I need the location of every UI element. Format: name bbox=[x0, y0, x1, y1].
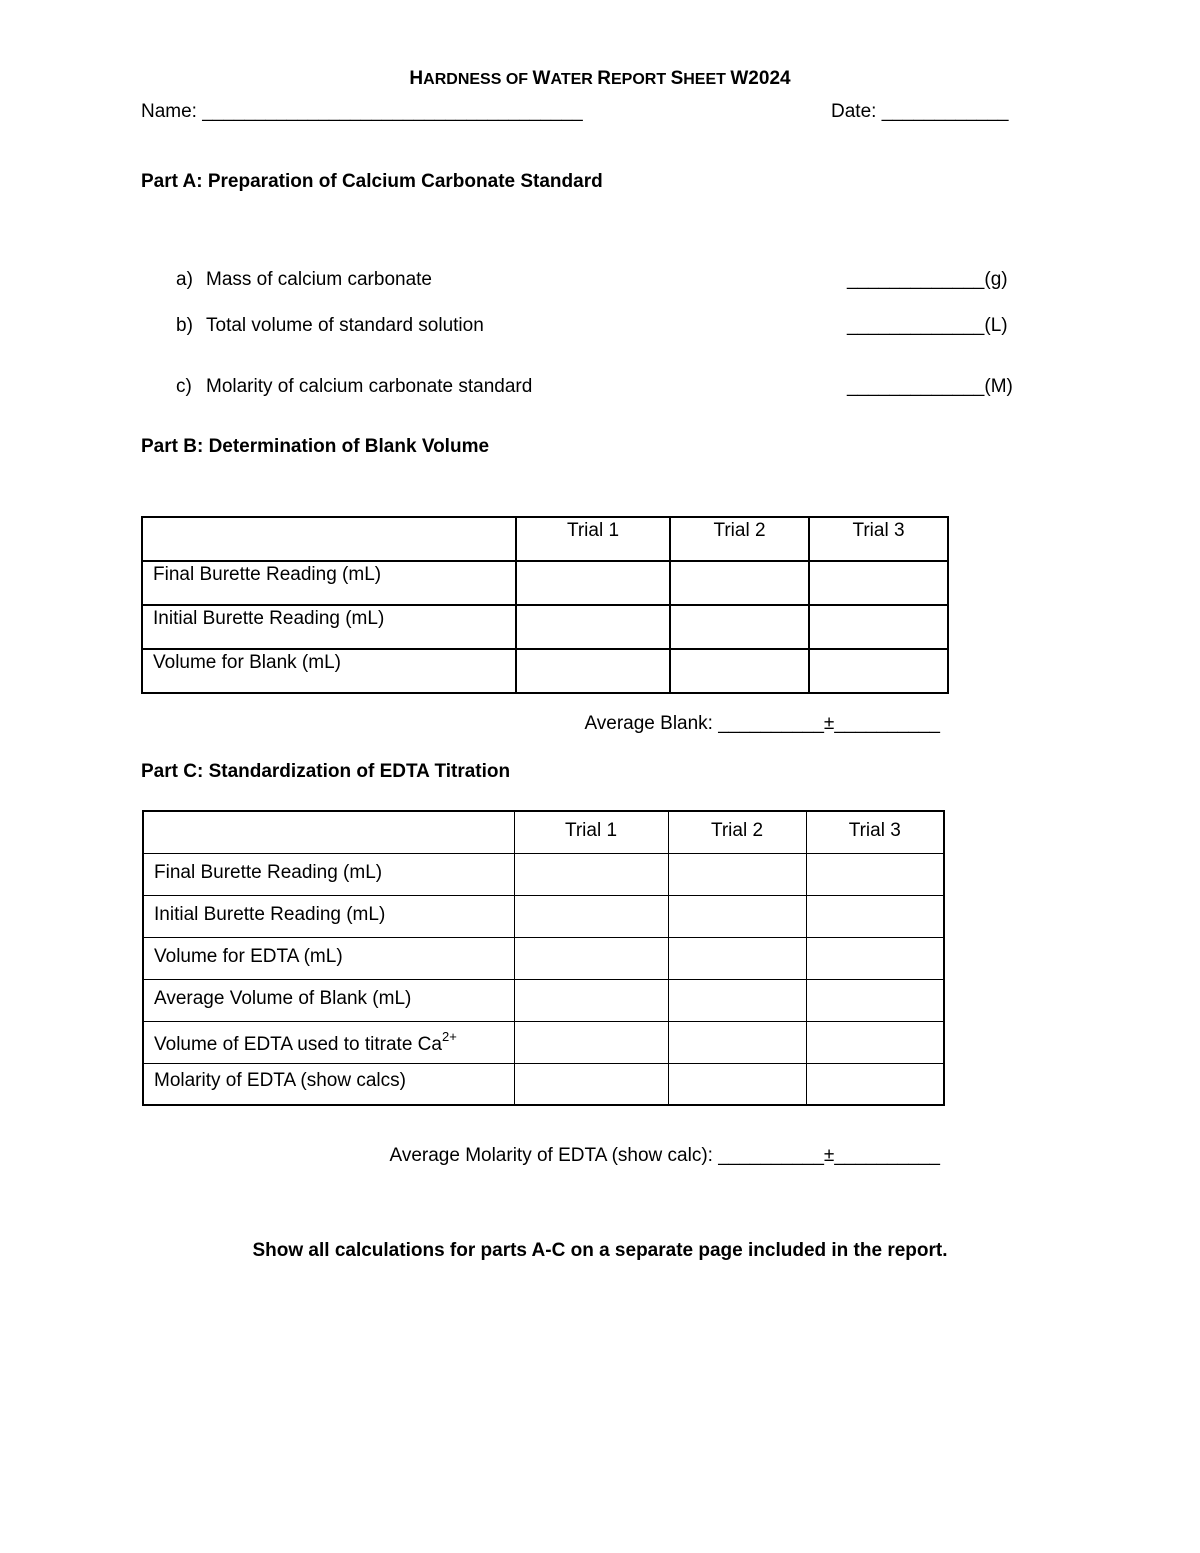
entry-cell[interactable] bbox=[668, 937, 806, 979]
page-title: HARDNESS OF WATER REPORT SHEET W2024 bbox=[409, 68, 791, 89]
header-cell: Trial 3 bbox=[809, 517, 948, 561]
row-label: Volume for Blank (mL) bbox=[142, 649, 516, 693]
row-label: Initial Burette Reading (mL) bbox=[143, 895, 514, 937]
row-label: Final Burette Reading (mL) bbox=[142, 561, 516, 605]
entry-cell[interactable] bbox=[806, 937, 944, 979]
item-blank: _____________(M) bbox=[847, 376, 1013, 397]
header-cell: Trial 2 bbox=[668, 811, 806, 853]
entry-cell[interactable] bbox=[516, 561, 670, 605]
item-blank: _____________(g) bbox=[847, 269, 1008, 290]
name-field-line: Name: ____________________________________ bbox=[141, 101, 583, 122]
footer-instruction: Show all calculations for parts A-C on a separate page included in the report. bbox=[252, 1240, 948, 1261]
row-label: Volume for EDTA (mL) bbox=[143, 937, 514, 979]
table-row bbox=[142, 649, 948, 693]
average-blank-line: Average Blank: __________±__________ bbox=[584, 713, 940, 734]
entry-cell[interactable] bbox=[806, 853, 944, 895]
header-cell: Trial 1 bbox=[516, 517, 670, 561]
entry-cell[interactable] bbox=[514, 895, 668, 937]
item-marker: a) bbox=[176, 269, 193, 290]
table-row bbox=[143, 1021, 944, 1063]
header-cell: Trial 3 bbox=[806, 811, 944, 853]
entry-cell[interactable] bbox=[809, 605, 948, 649]
item-marker: c) bbox=[176, 376, 192, 397]
row-label: Molarity of EDTA (show calcs) bbox=[143, 1063, 514, 1105]
item-text: Molarity of calcium carbonate standard bbox=[206, 376, 533, 397]
entry-cell[interactable] bbox=[668, 853, 806, 895]
entry-cell[interactable] bbox=[668, 1021, 806, 1063]
part-b-heading: Part B: Determination of Blank Volume bbox=[141, 436, 490, 457]
table-header-row bbox=[142, 517, 948, 561]
entry-cell[interactable] bbox=[516, 605, 670, 649]
entry-cell[interactable] bbox=[670, 561, 809, 605]
table-row bbox=[143, 1063, 944, 1105]
entry-cell[interactable] bbox=[670, 605, 809, 649]
header-cell: Trial 1 bbox=[514, 811, 668, 853]
entry-cell[interactable] bbox=[514, 1021, 668, 1063]
entry-cell[interactable] bbox=[806, 1063, 944, 1105]
edta-standardization-table bbox=[142, 810, 945, 1106]
table-header-row bbox=[143, 811, 944, 853]
table-row bbox=[142, 605, 948, 649]
item-text: Mass of calcium carbonate bbox=[206, 269, 432, 290]
ca-label: Volume of EDTA used to titrate Ca bbox=[154, 1033, 442, 1055]
blank-volume-table bbox=[141, 516, 949, 694]
entry-cell[interactable] bbox=[516, 649, 670, 693]
average-molarity-line: Average Molarity of EDTA (show calc): __________±__________ bbox=[389, 1145, 940, 1166]
part-c-heading: Part C: Standardization of EDTA Titration bbox=[141, 761, 511, 782]
entry-cell[interactable] bbox=[668, 1063, 806, 1105]
part-a-heading: Part A: Preparation of Calcium Carbonate Standard bbox=[141, 171, 603, 192]
entry-cell[interactable] bbox=[668, 979, 806, 1021]
entry-cell[interactable] bbox=[668, 895, 806, 937]
entry-cell[interactable] bbox=[809, 561, 948, 605]
row-label: Initial Burette Reading (mL) bbox=[142, 605, 516, 649]
entry-cell[interactable] bbox=[809, 649, 948, 693]
row-label bbox=[143, 1021, 514, 1063]
row-label: Average Volume of Blank (mL) bbox=[143, 979, 514, 1021]
table-row bbox=[143, 937, 944, 979]
entry-cell[interactable] bbox=[670, 649, 809, 693]
table-row bbox=[143, 853, 944, 895]
header-cell bbox=[142, 517, 516, 561]
table-row bbox=[142, 561, 948, 605]
header-cell: Trial 2 bbox=[670, 517, 809, 561]
charge-superscript: 2+ bbox=[441, 1028, 457, 1044]
date-field-line: Date: ____________ bbox=[831, 101, 1009, 122]
entry-cell[interactable] bbox=[514, 937, 668, 979]
item-blank: _____________(L) bbox=[847, 315, 1008, 336]
entry-cell[interactable] bbox=[806, 895, 944, 937]
entry-cell[interactable] bbox=[806, 979, 944, 1021]
entry-cell[interactable] bbox=[514, 979, 668, 1021]
table-row bbox=[143, 979, 944, 1021]
item-text: Total volume of standard solution bbox=[206, 315, 484, 336]
entry-cell[interactable] bbox=[806, 1021, 944, 1063]
entry-cell[interactable] bbox=[514, 1063, 668, 1105]
entry-cell[interactable] bbox=[514, 853, 668, 895]
item-marker: b) bbox=[176, 315, 193, 336]
table-row bbox=[143, 895, 944, 937]
row-label: Final Burette Reading (mL) bbox=[143, 853, 514, 895]
header-cell bbox=[143, 811, 514, 853]
